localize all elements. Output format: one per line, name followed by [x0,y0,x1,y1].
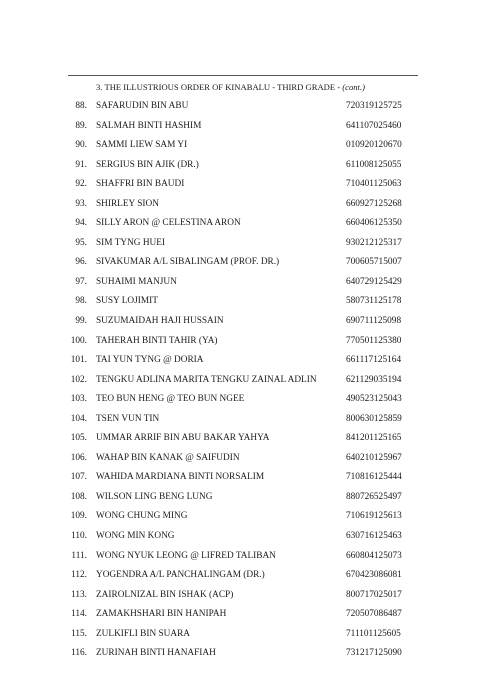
item-number: 105. [70,433,87,444]
identity-number: 580731125178 [346,296,402,307]
item-number: 102. [70,374,87,385]
list-item [0,413,486,433]
item-number: 88. [75,101,87,111]
list-item [0,530,486,550]
identity-number: 660804125073 [346,550,402,561]
list-item [0,491,486,511]
recipient-name: SHIRLEY SION [96,198,159,209]
identity-number: 611008125055 [346,159,402,170]
item-number: 113. [71,589,87,600]
identity-number: 660406125350 [346,218,402,229]
identity-number: 710401125063 [346,179,402,190]
list-item [0,335,486,355]
identity-number: 710816125444 [346,472,402,483]
identity-number: 670423086081 [346,570,402,581]
recipient-name: TAI YUN TYNG @ DORIA [96,355,204,366]
recipient-name: ZAMAKHSHARI BIN HANIPAH [96,609,227,620]
item-number: 89. [75,120,87,131]
list-item [0,295,486,315]
identity-number: 720319125725 [346,101,402,111]
recipient-name: SUHAIMI MANJUN [96,276,177,287]
list-item [0,510,486,530]
list-item [0,100,486,120]
recipient-name: ZURINAH BINTI HANAFIAH [96,648,216,659]
recipient-name: SIVAKUMAR A/L SIBALINGAM (PROF. DR.) [96,257,280,268]
recipient-name: UMMAR ARRIF BIN ABU BAKAR YAHYA [96,433,270,444]
identity-number: 720507086487 [346,609,402,620]
item-number: 110. [71,531,87,542]
identity-number: 640729125429 [346,276,402,287]
section-heading-continued: (cont.) [342,82,365,92]
identity-number: 800717025017 [346,589,402,600]
item-number: 95. [75,237,87,248]
recipient-name: SALMAH BINTI HASHIM [96,120,202,131]
list-item [0,374,486,394]
identity-number: 621129035194 [346,374,402,385]
recipient-name: WAHAP BIN KANAK @ SAIFUDIN [96,452,240,463]
identity-number: 770501125380 [346,335,402,346]
list-item [0,256,486,276]
item-number: 92. [75,179,87,190]
list-item [0,471,486,491]
item-number: 112. [71,570,87,581]
item-number: 107. [70,472,87,483]
recipient-name: TAHERAH BINTI TAHIR (YA) [96,335,218,346]
list-item [0,432,486,452]
identity-number: 490523125043 [346,394,402,405]
item-number: 93. [75,198,87,209]
list-item [0,276,486,296]
recipient-name: SUSY LOJIMIT [96,296,158,307]
identity-number: 661117125164 [346,355,402,366]
item-number: 101. [70,355,87,366]
item-number: 109. [70,511,87,522]
recipient-name: ZULKIFLI BIN SUARA [96,628,190,639]
item-number: 114. [71,609,87,620]
list-item [0,647,486,667]
recipient-name: SIM TYNG HUEI [96,237,166,248]
identity-number: 711101125605 [346,628,401,639]
list-item [0,569,486,589]
recipient-name: SHAFFRI BIN BAUDI [96,179,185,190]
item-number: 96. [75,257,87,268]
list-item [0,393,486,413]
item-number: 108. [70,491,87,502]
identity-number: 641107025460 [346,120,402,131]
list-item [0,120,486,140]
recipient-name: TENGKU ADLINA MARITA TENGKU ZAINAL ADLIN [96,374,317,385]
list-item [0,628,486,648]
recipient-name: ZAIROLNIZAL BIN ISHAK (ACP) [96,589,234,600]
identity-number: 710619125613 [346,511,402,522]
identity-number: 800630125859 [346,413,402,424]
list-item [0,139,486,159]
recipient-name: TEO BUN HENG @ TEO BUN NGEE [96,394,245,405]
header-rule [68,75,418,76]
item-number: 97. [75,276,87,287]
recipient-name: WONG MIN KONG [96,531,175,542]
item-number: 98. [75,296,87,307]
identity-number: 630716125463 [346,531,402,542]
section-heading-title: 3. THE ILLUSTRIOUS ORDER OF KINABALU - THIRD GRADE - [96,82,343,92]
item-number: 115. [71,628,87,639]
recipient-name: WAHIDA MARDIANA BINTI NORSALIM [96,472,265,483]
list-item [0,608,486,628]
item-number: 111. [71,550,87,561]
list-item [0,237,486,257]
item-number: 116. [71,648,87,659]
identity-number: 660927125268 [346,198,402,209]
list-item [0,159,486,179]
identity-number: 731217125090 [346,648,402,659]
recipient-name: SERGIUS BIN AJIK (DR.) [96,159,199,170]
item-number: 103. [70,394,87,405]
identity-number: 930212125317 [346,237,402,248]
item-number: 90. [75,140,87,151]
identity-number: 640210125967 [346,452,402,463]
list-item [0,217,486,237]
list-item [0,589,486,609]
identity-number: 700605715007 [346,257,402,268]
list-item [0,198,486,218]
identity-number: 010920120670 [346,140,402,151]
section-heading [96,82,426,92]
item-number: 104. [70,413,87,424]
recipient-name: SAFARUDIN BIN ABU [96,101,189,111]
identity-number: 690711125098 [346,316,402,327]
identity-number: 841201125165 [346,433,402,444]
item-number: 91. [75,159,87,170]
list-item [0,452,486,472]
item-number: 100. [70,335,87,346]
item-number: 94. [75,218,87,229]
recipient-name: SUZUMAIDAH HAJI HUSSAIN [96,316,224,327]
recipient-name: SILLY ARON @ CELESTINA ARON [96,218,241,229]
recipient-name: WONG CHUNG MING [96,511,188,522]
recipient-name: WILSON LING BENG LUNG [96,491,213,502]
item-number: 99. [75,316,87,327]
list-item [0,178,486,198]
list-item [0,354,486,374]
recipient-name: TSEN VUN TIN [96,413,160,424]
list-item [0,550,486,570]
recipient-list [0,100,486,667]
item-number: 106. [70,452,87,463]
list-item [0,315,486,335]
recipient-name: YOGENDRA A/L PANCHALINGAM (DR.) [96,570,265,581]
recipient-name: SAMMI LIEW SAM YI [96,140,188,151]
identity-number: 880726525497 [346,491,402,502]
recipient-name: WONG NYUK LEONG @ LIFRED TALIBAN [96,550,276,561]
